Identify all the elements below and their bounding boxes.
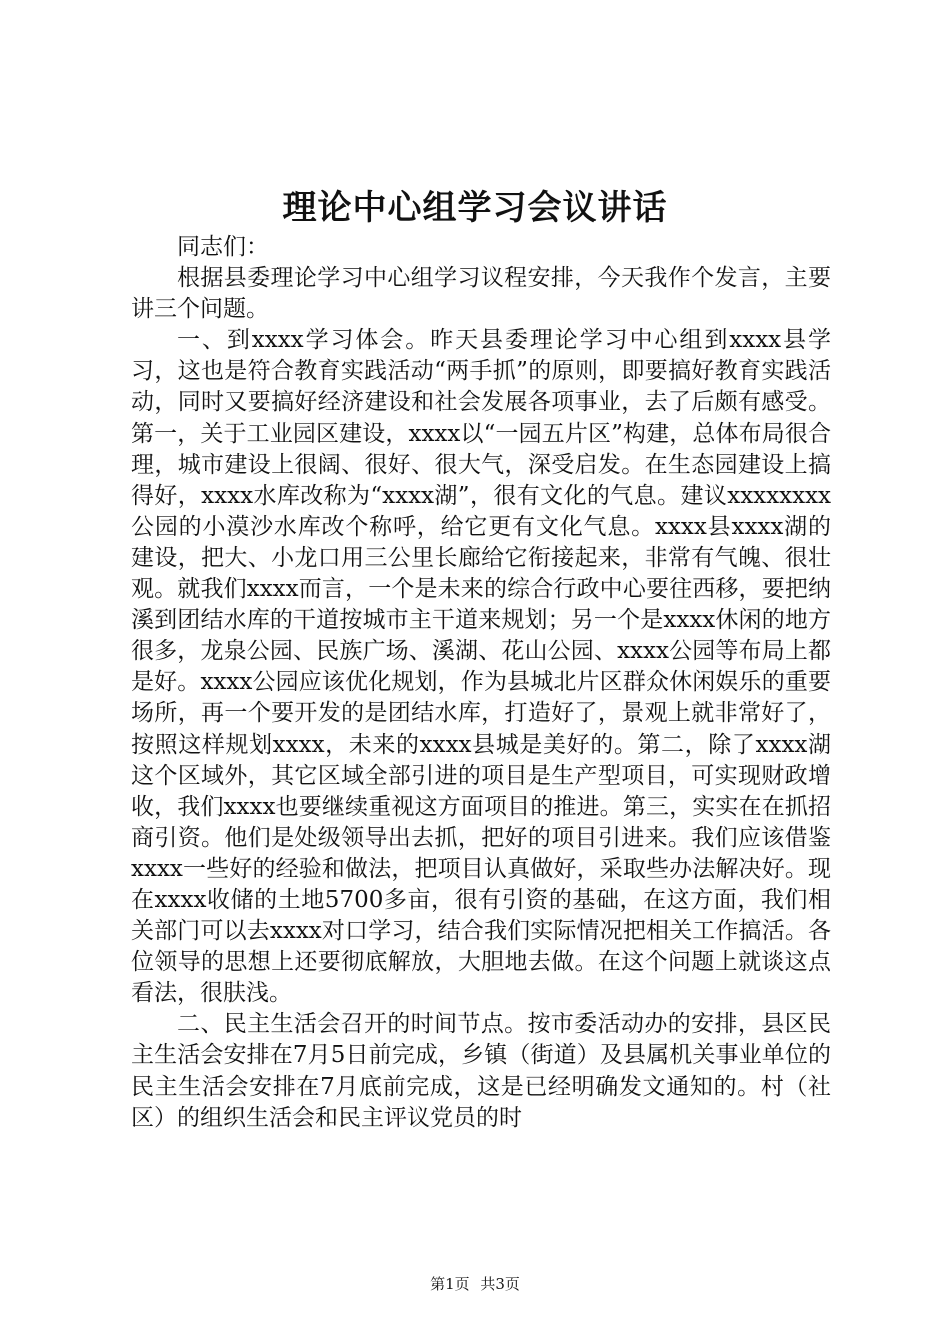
document-body <box>131 232 831 1134</box>
intro-paragraph: 根据县委理论学习中心组学习议程安排，今天我作个发言，主要讲三个问题。 <box>131 265 831 323</box>
page-footer <box>0 1274 950 1294</box>
section-one-paragraph: 一、到xxxx学习体会。昨天县委理论学习中心组到xxxx县学习，这也是符合教育实践活动“两手抓”的原则，即要搞好教育实践活动，同时又要搞好经济建设和社会发展各项事业，去了后颇有感受。第一，关于工业园区建设，xxxx以“一园五片区”构建，总体布局很合理，城市建设上很阔、很好、很大气，深受启发。在生态园建设上搞得好，xxxx水库改称为“xxxx湖”，很有文化的气息。建议xxxxxxxx公园的小漠沙水库改个称呼，给它更有文化气息。xxxx县xxxx湖的建设，把大、小龙口用三公里长廊给它衔接起来，非常有气魄、很壮观。就我们xxxx而言，一个是未来的综合行政中心要往西移，要把纳溪到团结水库的干道按城市主干道来规划；另一个是xxxx休闲的地方很多，龙泉公园、民族广场、溪湖、花山公园、xxxx公园等布局上都是好。xxxx公园应该优化规划，作为县城北片区群众休闲娱乐的重要场所，再一个要开发的是团结水库，打造好了，景观上就非常好了，按照这样规划xxxx，未来的xxxx县城是美好的。第二，除了xxxx湖这个区域外，其它区域全部引进的项目是生产型项目，可实现财政增收，我们xxxx也要继续重视这方面项目的推进。第三，实实在在抓招商引资。他们是处级领导出去抓，把好的项目引进来。我们应该借鉴xxxx一些好的经验和做法，把项目认真做好，采取些办法解决好。现在xxxx收储的土地5700多亩，很有引资的基础，在这方面，我们相关部门可以去xxxx对口学习，结合我们实际情况把相关工作搞活。各位领导的思想上还要彻底解放，大胆地去做。在这个问题上就谈这点看法，很肤浅。 <box>131 327 831 1007</box>
salutation-paragraph: 同志们： <box>177 234 269 260</box>
page-number: 第1页 <box>430 1275 470 1293</box>
section-two-paragraph: 二、民主生活会召开的时间节点。按市委活动办的安排，县区民主生活会安排在7月5日前完成，乡镇（街道）及县属机关事业单位的民主生活会安排在7月底前完成，这是已经明确发文通知的。村（社区）的组织生活会和民主评议党员的时 <box>131 1011 831 1131</box>
page-total: 共3页 <box>480 1275 520 1293</box>
document-title: 理论中心组学习会议讲话 <box>282 188 668 228</box>
